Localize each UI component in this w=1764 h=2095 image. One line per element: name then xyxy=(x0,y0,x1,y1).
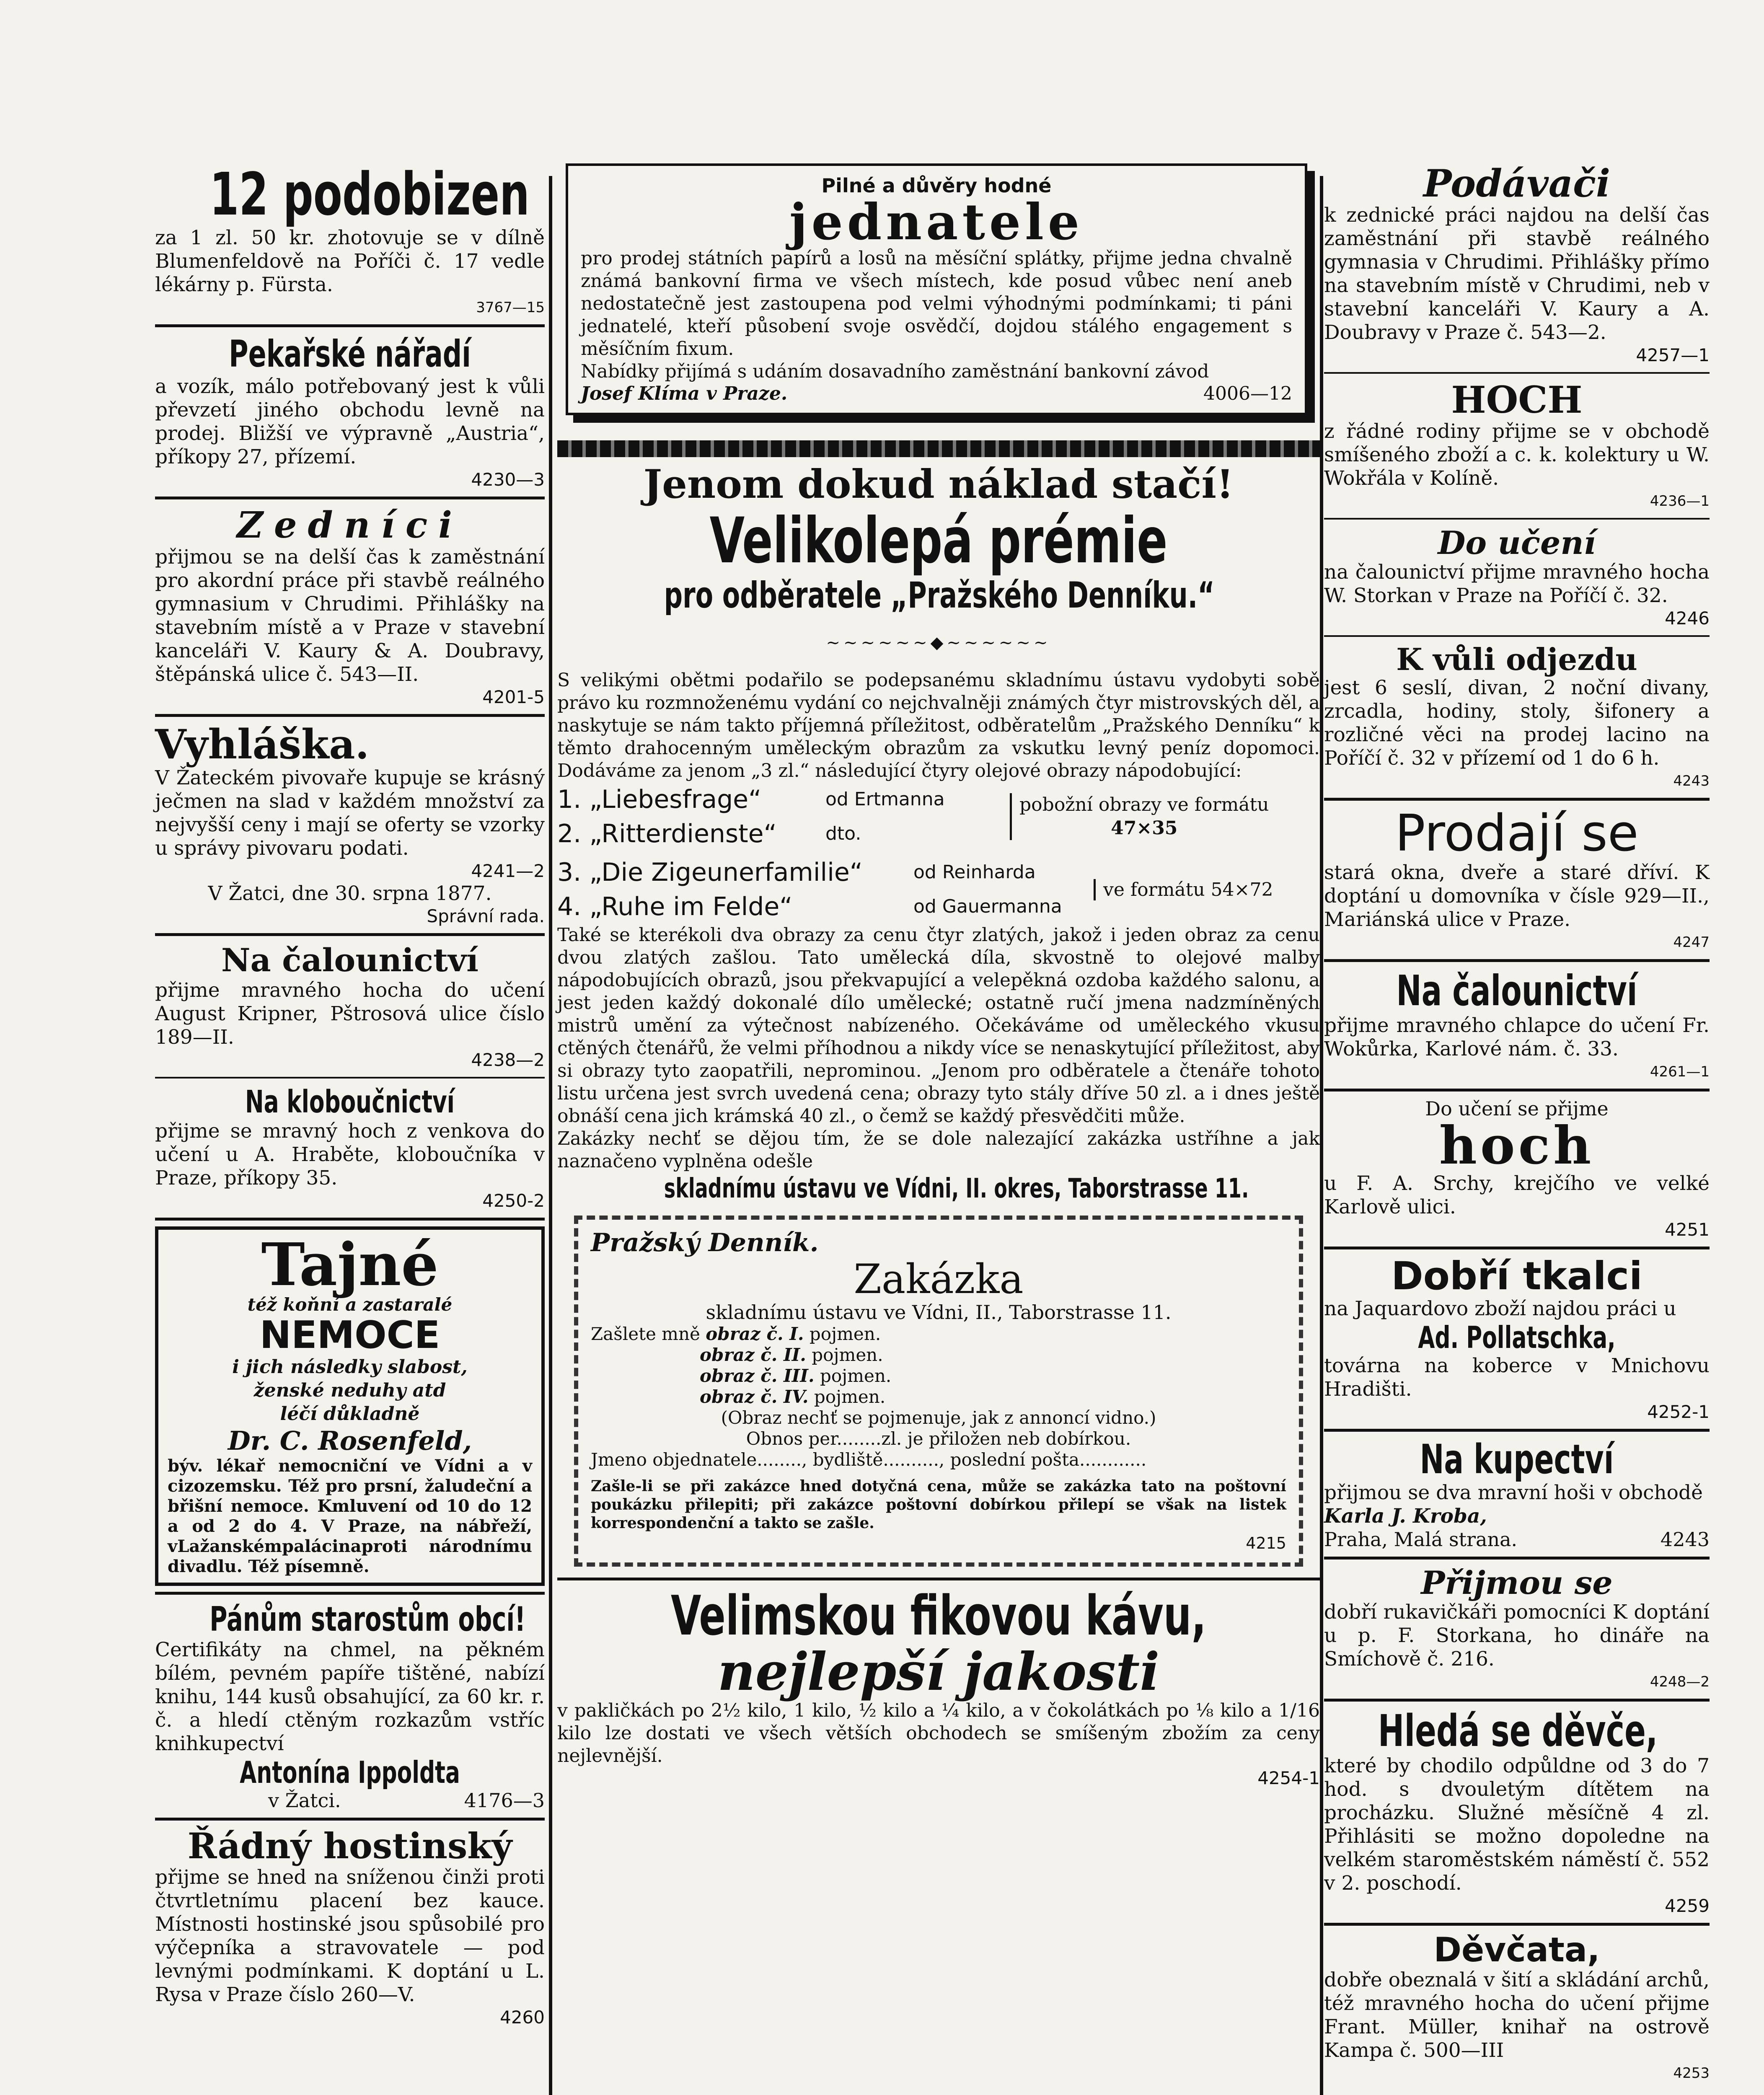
ad-intro: S velikými obětmi podařilo se podepsanému skladnímu ústavu vydobyti sobě právo ku rozmnoženému vydání co nejchvalněji známých čtyr mistrovských děl, a naskytuje se nám takto příjemná příležitost, odběratelům „Pražského Denníku“ k těmto drahocenným uměleckým obrazům za vskutku levný peníz dopomoci. Dodáváme za jenom „3 zl.“ následující čtyry olejové obrazy nápodobující: xyxy=(557,670,1320,781)
ad-boy xyxy=(1324,380,1710,512)
divider xyxy=(557,1578,1320,1580)
ad-title: Na kupectví xyxy=(1420,1436,1614,1483)
coupon-sub: skladnímu ústavu ve Vídni, II., Taborstrasse 11. xyxy=(706,1301,1172,1324)
ad-line: léčí důkladně xyxy=(280,1403,420,1425)
ad-hatmaker xyxy=(155,1084,545,1212)
divider xyxy=(1324,1699,1710,1702)
ad-text: pro prodej státních papírů a losů na měsíční splátky, přijme jedna chvalně známá bankovní firma ve všech místech, kde posud vůbec není aneb nedostatečně jest zastoupena pod velmi výhodnými podmínkami; ti páni jednatelé, kteří působení svoje osvědčí, dojdou stálého engagement s měsíčním fixum. xyxy=(581,248,1292,360)
ad-top: Do učení se přijme xyxy=(1425,1097,1609,1120)
coupon-paper: Pražský Denník. xyxy=(591,1228,819,1257)
ad-title: Podávači xyxy=(1423,161,1611,206)
ad-text: dobře obeznalá v šití a skládání archů, též mravného hocha do učení přijme Frant. Müller, knihař na ostrově Kampa č. 500—III xyxy=(1324,1968,1710,2062)
ad-text: a vozík, málo potřebovaný jest k vůli převzetí jiného obchodu levně na prodej. Bližší ve výpravně „Austria“, příkopy 27, přízemí. xyxy=(155,375,545,468)
ad-title: jednatele xyxy=(789,193,1084,251)
divider xyxy=(1324,1557,1710,1560)
ad-body: Také se kterékoli dva obrazy za cenu čtyr zlatých, jakož i jeden obraz za cenu dvou zlatých zašlou. Tato umělecká díla, skvostně to olejové malby nápodobujících obrazů, jsou překvapující a velepěkná ozdoba každého salonu, a jest jeden každý dokonalé dílo umělecké; ostatně ručí jmena nadzmíněných mistrů umění za výtečnost nabízeného. Očekáváme od uměleckého vkusu ctěných čtenářů, že velmi příhodnou a nikdy více se nenaskytující příležitost, aby si obrazy tyto zaopatřili, neprominou. „Jenom pro odběratele a čtenáře tohoto listu určena jest svrch uvedená cena; obrazy tyto stály dříve 50 zl. a i dnes ještě obnáší cena jich krámská 40 zl., o čemž se každý přesvědčiti může. xyxy=(557,924,1320,1127)
ad-number: 4201-5 xyxy=(482,687,545,707)
ad-text: stará okna, dveře a staré dříví. K doptání u domovníka v čísle 929—II., Mariánská ulice v Praze. xyxy=(1324,861,1710,931)
ad-innkeeper xyxy=(155,1826,545,2028)
ad-text: za 1 zl. 50 kr. zhotovuje se v dílně Blumenfeldově na Poříči č. 17 vedle lékárny p. Fürsta. xyxy=(155,226,545,296)
paintings-list xyxy=(557,782,1010,851)
ad-merchant xyxy=(1324,1438,1710,1551)
divider xyxy=(155,1592,545,1595)
ad-number: 4236—1 xyxy=(1650,493,1710,510)
paintings-list xyxy=(557,855,1094,924)
right-column xyxy=(1324,163,1710,2088)
painting-item: 1. „Liebesfrage“ od Ertmanna xyxy=(557,785,945,814)
ad-text: přijmou se na delší čas k zaměstnání pro akordní práce při stavbě reálného gymnasium v Chrudimi. Přihlášky na stavebním místě a v Praze v stavební kanceláři V. Kaury & A. Doubravy, štěpánská ulice č. 543—II. xyxy=(155,546,545,686)
ad-place-row xyxy=(155,1789,545,1812)
ad-address: skladnímu ústavu ve Vídni, II. okres, Taborstrasse 11. xyxy=(664,1173,1249,1204)
ad-weavers xyxy=(1324,1255,1710,1423)
divider xyxy=(155,933,545,936)
column-rule-left xyxy=(549,176,552,2095)
ad-top: Pilné a důvěry hodné xyxy=(821,174,1052,197)
left-column xyxy=(155,160,545,2033)
ad-mayors xyxy=(155,1601,545,1812)
ad-upholstery-2 xyxy=(1324,968,1710,1083)
ad-title: Velimskou fikovou kávu, xyxy=(670,1584,1207,1648)
ad-subtitle: též koňní a zastaralé xyxy=(247,1294,453,1315)
ad-title: Děvčata, xyxy=(1433,1930,1600,1969)
ad-text: dobří rukavičkáři pomocníci K doptání u p. F. Storkana, ho dináře na Smíchově č. 216. xyxy=(1324,1601,1710,1671)
ad-number: 4246 xyxy=(1665,608,1710,628)
ad-title: Do učení xyxy=(1438,524,1596,561)
ad-body-2: Zakázky nechť se dějou tím, že se dole nalezající zakázka ustříhne a jak naznačeno vyplněna odešle xyxy=(557,1128,1320,1172)
ad-text: u F. A. Srchy, krejčího ve velké Karlově ulici. xyxy=(1324,1172,1710,1218)
ad-text: přijme mravného hocha do učení August Kripner, Pštrosová ulice číslo 189—II. xyxy=(155,979,545,1049)
ad-name: Antonína Ippoldta xyxy=(240,1755,460,1790)
ad-number: 4215 xyxy=(1246,1534,1286,1552)
ad-text: na čalounictví přijme mravného hocha W. Storkan v Praze na Poříčí č. 32. xyxy=(1324,561,1710,607)
ad-firm-row xyxy=(581,383,1292,404)
ad-place-row: Praha, Malá strana. 4243 xyxy=(1324,1528,1710,1551)
ad-title: 12 podobizen xyxy=(210,160,530,229)
divider xyxy=(1324,635,1710,637)
ad-title-3: pro odběratele „Pražského Denníku.“ xyxy=(664,574,1215,616)
ad-title: Pánům starostům obcí! xyxy=(210,1600,526,1639)
ad-title: Vyhláška. xyxy=(155,721,370,768)
ad-number: 4251 xyxy=(1665,1219,1710,1240)
ad-name: Ad. Pollatschka, xyxy=(1418,1320,1616,1355)
divider xyxy=(155,497,545,499)
ad-title: Na kloboučnictví xyxy=(245,1084,455,1120)
ad-title: HOCH xyxy=(1451,378,1583,422)
ad-title: Přijmou se xyxy=(1421,1564,1613,1601)
ad-number: 4261—1 xyxy=(1650,1063,1710,1080)
ad-title: Řádný hostinský xyxy=(187,1825,512,1867)
ornament-bar xyxy=(557,440,1320,457)
ad-number: 4230—3 xyxy=(471,469,545,490)
ad-doctor: Dr. C. Rosenfeld, xyxy=(228,1425,472,1456)
paintings-format: pobožní obrazy ve formátu 47×35 xyxy=(1010,793,1269,840)
paintings-group-2 xyxy=(557,855,1320,924)
painting-item: 4. „Ruhe im Felde“ od Gauermanna xyxy=(557,892,1062,921)
divider xyxy=(1324,1089,1710,1091)
ad-title: Na čalounictví xyxy=(221,941,479,979)
ad-title-2: nejlepší jakosti xyxy=(717,1642,1160,1702)
divider xyxy=(1324,518,1710,520)
ad-title: Dobří tkalci xyxy=(1391,1254,1642,1298)
middle-column xyxy=(557,163,1320,1793)
ad-glovemakers xyxy=(1324,1565,1710,1693)
ornament: ~~~~~~◆~~~~~~ xyxy=(826,633,1051,652)
ad-number: 4176—3 xyxy=(464,1789,545,1812)
divider xyxy=(1324,798,1710,801)
ad-fig-coffee xyxy=(557,1586,1320,1789)
divider xyxy=(155,1077,545,1079)
divider xyxy=(155,1818,545,1821)
ad-line: i jich následky slabost, xyxy=(232,1356,468,1378)
ad-text: přijme se hned na sníženou činži proti čtvrtletnímu placení bez kauce. Místnosti hostinské jsou spůsobilé pro výčepníka a stravovatele — pod levnými podmínkami. K doptání u L. Rysa v Praze číslo 260—V. xyxy=(155,1866,545,2006)
ad-title: Prodají se xyxy=(1395,804,1639,863)
ad-text: k zednické práci najdou na delší čas zaměstnání při stavbě reálného gymnasia v Chrudimi. Přihlášky přímo na stavebním místě v Chrudimi, neb v stavební kanceláři V. Kaury a A. Doubravy v Praze č. 543—2. xyxy=(1324,204,1710,344)
ad-number: 4241—2 xyxy=(471,861,545,881)
divider xyxy=(1324,372,1710,374)
ad-number: 4254-1 xyxy=(1257,1768,1320,1788)
ad-announcement xyxy=(155,723,545,927)
ad-number: 4006—12 xyxy=(1203,383,1292,404)
ad-text: V Žateckém pivovaře kupuje se krásný ječmen na slad v každém množství za nejvyšší ceny i mají se oferty se vzorky u správy pivovaru podati. xyxy=(155,766,545,860)
ad-title: Tajné xyxy=(261,1231,439,1299)
divider xyxy=(155,1218,545,1221)
ad-line: ženské neduhy atd xyxy=(253,1380,446,1401)
ad-text-2: Nabídky přijímá s udáním dosavadního zaměstnání bankovní závod xyxy=(581,361,1209,382)
coupon-title: Zakázka xyxy=(854,1256,1024,1303)
ad-text: které by chodilo odpůldne od 3 do 7 hod. s dvouletým dítětem na procházku. Služné měsíčně 4 zl. Přihlásiti se možno dopoledne na velkém staroměstském náměstí č. 552 v 2. poschodí. xyxy=(1324,1754,1710,1895)
ad-title: Jenom dokud náklad stačí! xyxy=(643,461,1234,507)
order-coupon xyxy=(574,1216,1303,1567)
ad-title-2: Velikolepá prémie xyxy=(709,504,1168,577)
ad-departure xyxy=(1324,643,1710,792)
ad-text: přijme mravného chlapce do učení Fr. Wokůrka, Karlové nám. č. 33. xyxy=(1324,1014,1710,1060)
ad-upholstery xyxy=(155,942,545,1071)
divider xyxy=(1324,1923,1710,1926)
ad-number: 3767—15 xyxy=(476,299,545,316)
ad-secret-diseases xyxy=(155,1226,545,1586)
ad-text: na Jaquardovo zboží najdou práci u xyxy=(1324,1297,1676,1320)
coupon-lines: Zašlete mně obraz č. I. pojmen. obraz č. II. pojmen. obraz č. III. pojmen. obraz č. IV. pojmen. (Obraz nechť se pojmenuje, jak z annoncí vidno.) Obnos per........zl. je přiložen neb dobírkou. Jmeno objednatele........, bydliště.........., poslední pošta............ xyxy=(591,1324,1156,1470)
ad-number: 4257—1 xyxy=(1636,345,1710,365)
ad-tailor xyxy=(1324,1097,1710,1241)
ad-title: Hledá se děvče, xyxy=(1378,1705,1658,1756)
divider xyxy=(1324,1429,1710,1432)
ad-girl-wanted xyxy=(1324,1707,1710,1917)
painting-item: 2. „Ritterdienste“ dto. xyxy=(557,819,861,848)
ad-title: Pekařské nářadí xyxy=(229,332,471,375)
ad-text: v pakličkách po 2½ kilo, 1 kilo, ½ kilo a ¼ kilo, a v čokolátkách po ⅛ kilo a 1/16 kilo lze dostati ve všech větších obchodech se smíšeným zbožím za ceny nejlevnější. xyxy=(557,1700,1320,1767)
ad-dateline: V Žatci, dne 30. srpna 1877. xyxy=(208,882,492,905)
ad-helpers xyxy=(1324,163,1710,366)
ad-number: 4250-2 xyxy=(482,1190,545,1211)
ad-place: v Žatci. xyxy=(268,1789,341,1812)
ad-for-sale xyxy=(1324,804,1710,953)
divider xyxy=(155,324,545,327)
paintings-group-1 xyxy=(557,782,1320,851)
ad-number: 4248—2 xyxy=(1650,1673,1710,1690)
ad-text: přijme se mravný hoch z venkova do učení u A. Hraběte, kloboučníka v Praze, příkopy 35. xyxy=(155,1120,545,1190)
paintings-format: ve formátu 54×72 xyxy=(1094,879,1273,900)
ad-bakery-tools xyxy=(155,333,545,491)
ad-number: 4253 xyxy=(1673,2065,1710,2082)
ad-number: 4259 xyxy=(1665,1896,1710,1916)
ad-number: 4252-1 xyxy=(1647,1402,1710,1422)
ad-number: 4247 xyxy=(1673,934,1710,951)
coupon-footnote: Zašle-li se při zakázce hned dotyčná cena, může se zakázka tato na poštovní poukázku přilepiti; při zakázce poštovní dobírkou přilepí se však na listek korrespondenční a takto se zašle. xyxy=(591,1477,1286,1532)
divider xyxy=(1324,959,1710,962)
painting-item: 3. „Die Zigeunerfamilie“ od Reinharda xyxy=(557,858,1036,887)
ad-text: Certifikáty na chmel, na pěkném bílém, pevném papíře tištěné, nabízí knihu, 144 kusů obsahující, za 60 kr. r. č. a hledí ctěným rozkazům vstříc knihkupectví xyxy=(155,1638,545,1755)
ad-title: K vůli odjezdu xyxy=(1396,641,1637,677)
divider xyxy=(1324,1247,1710,1249)
divider xyxy=(155,714,545,717)
ad-title: hoch xyxy=(1439,1115,1595,1176)
ad-number: 4260 xyxy=(500,2007,545,2028)
ad-title: Na čalounictví xyxy=(1396,966,1637,1015)
ad-firm: Josef Klíma v Praze. xyxy=(581,383,788,404)
ad-text: z řádné rodiny přijme se v obchodě smíšeného zboží a c. k. kolektury u W. Wokřála v Kolíně. xyxy=(1324,420,1710,490)
ad-title: Zedníci xyxy=(237,504,463,546)
ad-title-2: NEMOCE xyxy=(259,1313,440,1357)
ad-number: 4238—2 xyxy=(471,1050,545,1070)
ad-firm: Karla J. Kroba, xyxy=(1324,1505,1487,1528)
ad-portraits xyxy=(155,160,545,318)
column-rule-right xyxy=(1320,176,1323,2095)
ad-girls xyxy=(1324,1932,1710,2084)
ad-text: přijmou se dva mravní hoši v obchodě xyxy=(1324,1481,1703,1504)
ad-premium xyxy=(557,461,1320,1205)
ad-number: 4243 xyxy=(1673,773,1710,789)
ad-text: jest 6 seslí, divan, 2 noční divany, zrcadla, hodiny, stoly, šifonery a rozličné věci na prodej lacino na Poříčí č. 32 v přízemí od 1 do 6 h. xyxy=(1324,676,1710,770)
ad-agents xyxy=(566,163,1307,415)
ad-bricklayers xyxy=(155,505,545,708)
ad-apprentice xyxy=(1324,525,1710,629)
ad-signature: Správní rada. xyxy=(427,906,545,926)
ad-text: býv. lékař nemocniční ve Vídni a v cizozemsku. Též pro prsní, žaludeční a břišní nemoce. Kmluvení od 10 do 12 a od 2 do 4. V Praze, na nábřeží, vLažanskémpalácinaproti národnímu divadlu. Též písemně. xyxy=(168,1456,532,1576)
ad-text-2: továrna na koberce v Mnichovu Hradišti. xyxy=(1324,1354,1710,1401)
ad-number: 4243 xyxy=(1660,1528,1710,1551)
